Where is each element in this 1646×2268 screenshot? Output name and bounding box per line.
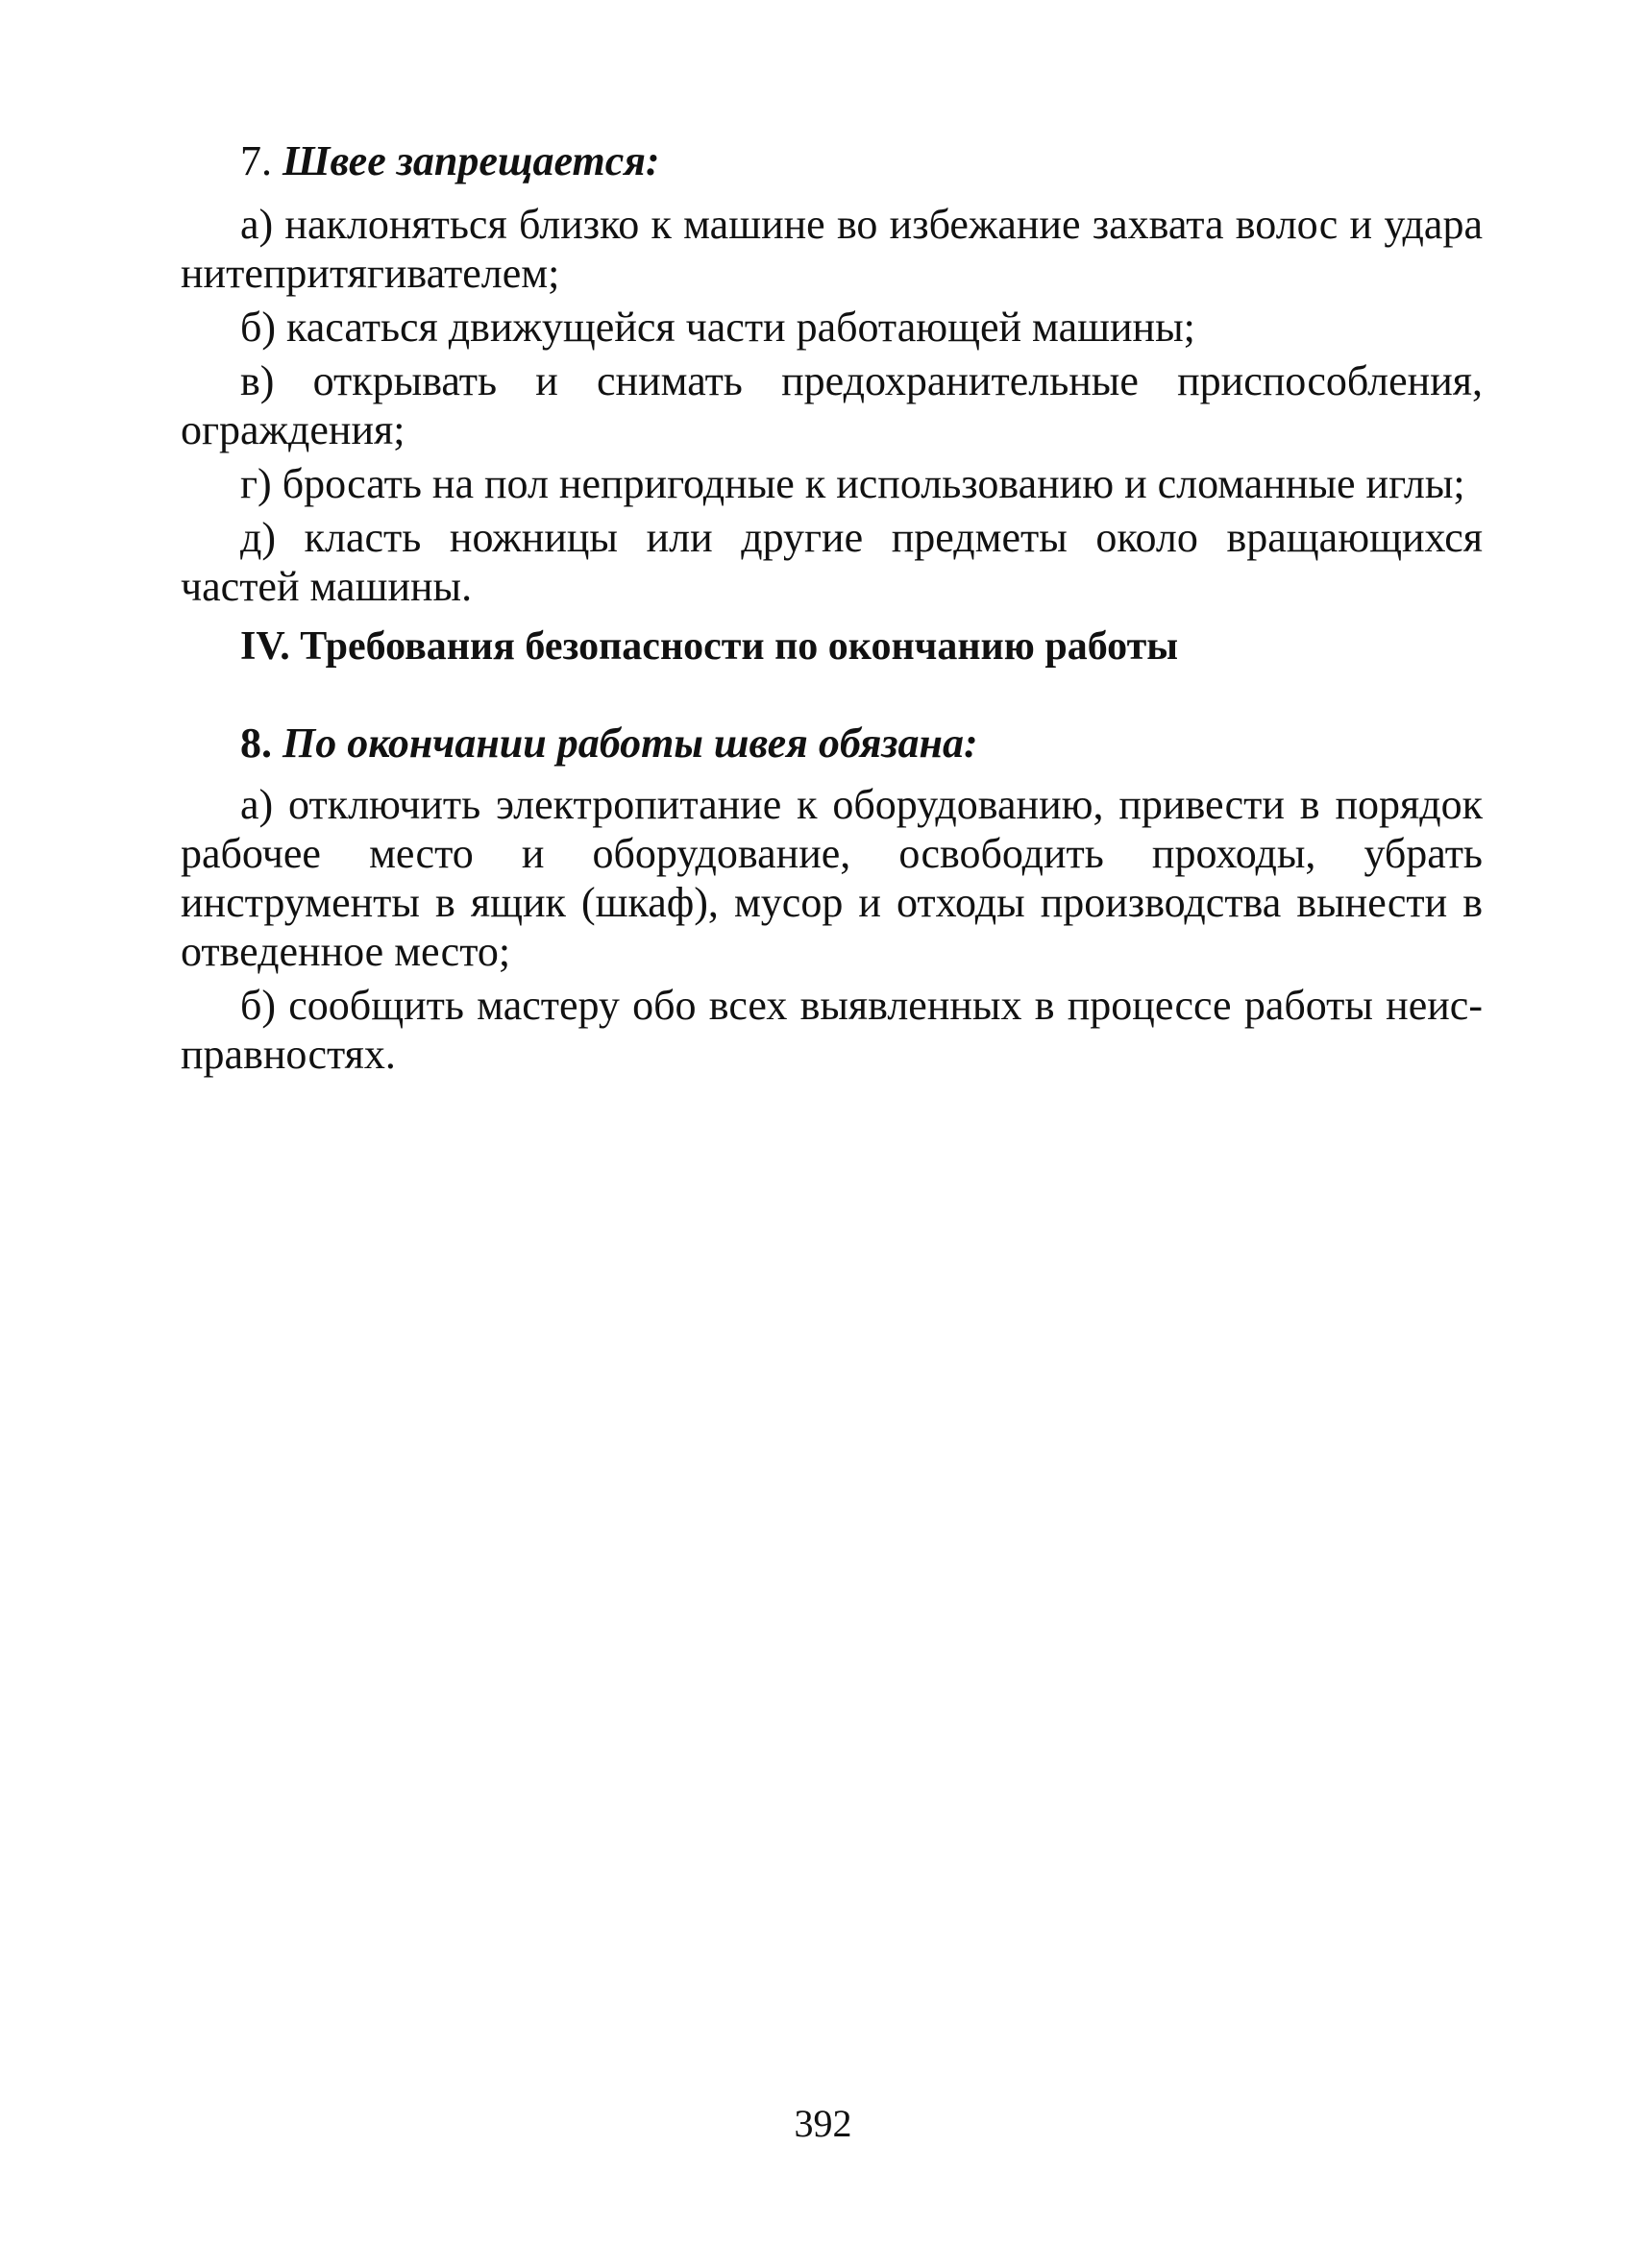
page-number: 392 <box>794 2102 852 2145</box>
item-7-point-d: д) класть ножницы или другие предметы около вращающихся частей машины. <box>181 514 1483 610</box>
item-7-list <box>181 200 1483 611</box>
item-7-heading <box>240 136 660 185</box>
item-7-point-b: б) касаться движущейся части работающей машины; <box>240 304 1195 351</box>
item-7-title: Швее запрещается: <box>283 137 660 184</box>
item-7-number: 7. <box>240 137 283 184</box>
item-8-title: По окончании работы швея обязана: <box>283 719 978 767</box>
item-8-point-a: а) отключить электропитание к оборудованию, привести в порядок рабочее место и оборудование, освободить проходы, убрать инструменты в ящик (шкаф), мусор и отходы производства вынести в отведенное место; <box>181 781 1483 975</box>
item-8-heading <box>240 719 978 768</box>
item-7-point-g: г) бросать на пол непригодные к использованию и сломанные иглы; <box>240 460 1465 507</box>
item-8-point-b: б) сообщить мастеру обо всех выявленных в процессе работы неисправностях. <box>181 982 1483 1078</box>
item-7-point-v: в) открывать и снимать предохранительные приспособления, ограждения; <box>181 357 1483 453</box>
item-8-number: 8. <box>240 719 283 767</box>
item-8-list <box>181 780 1483 1079</box>
section-4-heading: IV. Требования безопасности по окончанию работы <box>240 624 1179 669</box>
item-7-point-a: а) наклоняться близко к машине во избежание захвата волос и удара нитепритягивателем; <box>181 201 1483 297</box>
